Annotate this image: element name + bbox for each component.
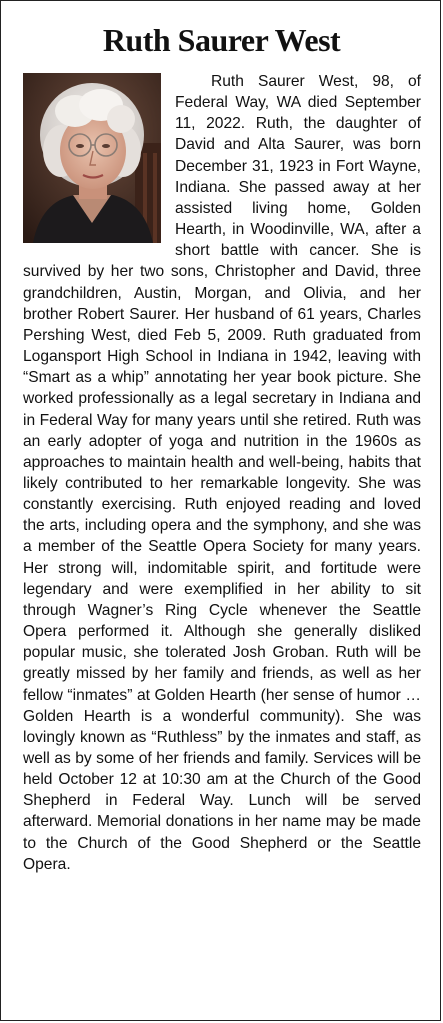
portrait-photo <box>23 73 161 243</box>
obituary-body <box>23 71 421 875</box>
obituary-text: Ruth Saurer West, 98, of Federal Way, WA died September 11, 2022. Ruth, the daughter of David and Alta Saurer, was born December 31, 1923 in Fort Wayne, Indiana. She passed away at her assisted living home, Golden Hearth, in Woodinville, WA, after a short battle with cancer. She is survived by her two sons, Christopher and David, three grandchildren, Austin, Morgan, and Olivia, and her brother Robert Saurer. Her husband of 61 years, Charles Pershing West, died Feb 5, 2009. Ruth graduated from Logansport High School in Indiana in 1942, leaving with “Smart as a whip” annotating her year book picture. She worked professionally as a legal secretary in Indiana and in Federal Way for many years until she retired. Ruth was an early adopter of yoga and nutrition in the 1960s as approaches to maintain health and well-being, habits that likely contributed to her remarkable longevity. She was constantly exercising. Ruth enjoyed reading and loved the arts, including opera and the symphony, and she was a member of the Seattle Opera Society for many years. Her strong will, indomitable spirit, and fortitude were legendary and were exemplified in her ability to sit through Wagner’s Ring Cycle whenever the Seattle Opera performed it. Although she generally disliked popular music, she tolerated Josh Groban. Ruth will be greatly missed by her family and friends, as well as her fellow “inmates” at Golden Hearth (her sense of humor … Golden Hearth is a wonderful community). She was lovingly known as “Ruthless” by the inmates and staff, as well as by some of her friends and family. Services will be held October 12 at 10:30 am at the Church of the Good Shepherd in Federal Way. Lunch will be served afterward. Memorial donations in her name may be made to the Church of the Good Shepherd or the Seattle Opera. <box>23 73 421 873</box>
obituary-title: Ruth Saurer West <box>102 22 341 58</box>
portrait-image <box>23 73 161 243</box>
